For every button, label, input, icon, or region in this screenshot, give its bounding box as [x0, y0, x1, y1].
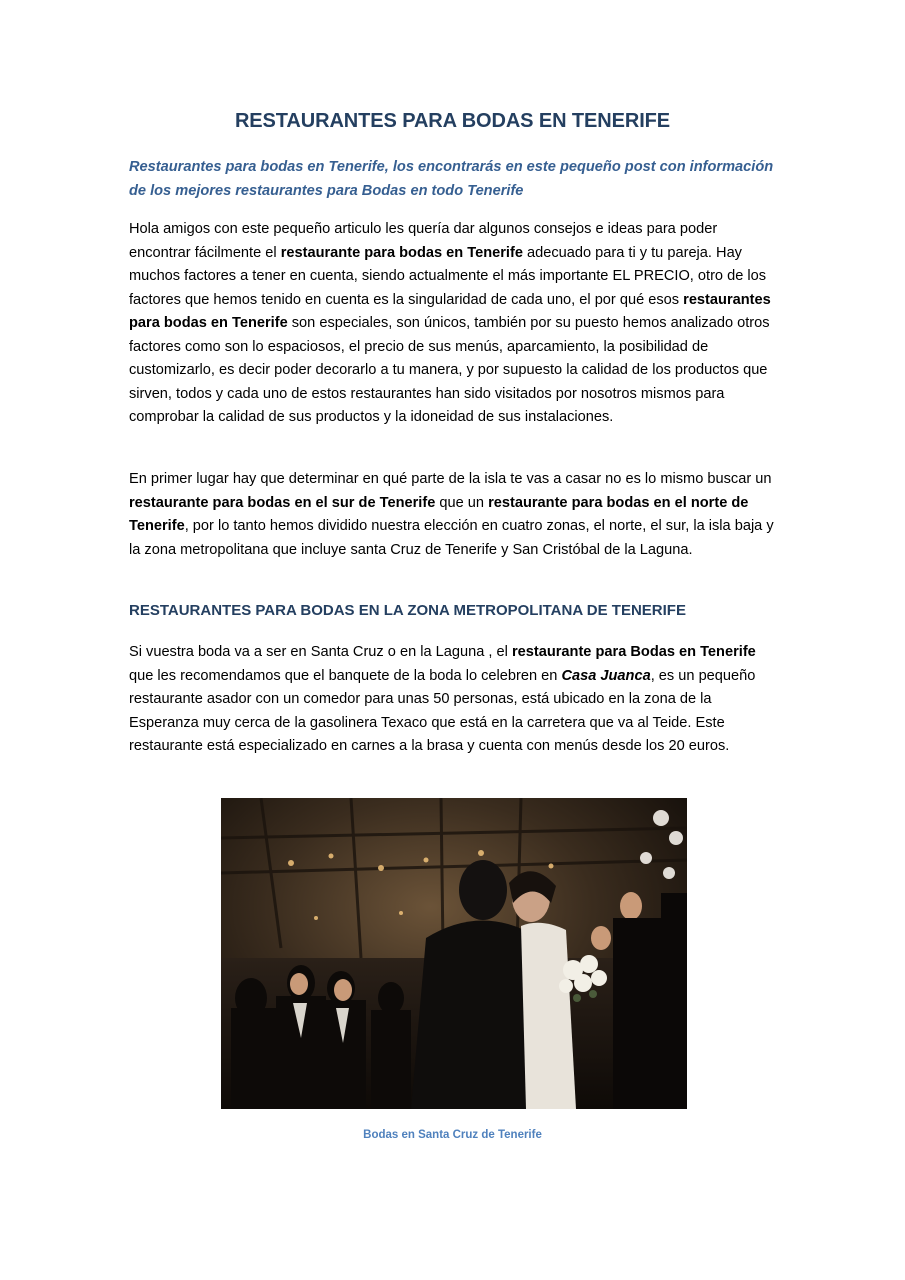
paragraph-text: que un — [435, 494, 489, 511]
paragraph-text: son especiales, son únicos, también por su puesto hemos analizado otros factores como son lo espaciosos, el precio de sus menús, aparcamiento, la posibilidad de customizarlo, es decir poder decorarlo a tu manera, y por supuesto la calidad de los productos que sirven, todos y cada uno de estos restaurantes han sido visitados por nosotros mismos para comprobar la calidad de sus productos y la idoneidad de sus instalaciones. — [129, 315, 770, 425]
bold-keyword: restaurante para bodas en el sur de Tenerife — [129, 494, 436, 511]
document-subtitle: Restaurantes para bodas en Tenerife, los encontrarás en este pequeño post con información de los mejores restaurantes para Bodas en todo Tenerife — [129, 159, 774, 199]
paragraph-text: En primer lugar hay que determinar en qué parte de la isla te vas a casar no es lo mismo buscar un — [129, 471, 772, 487]
section-heading: RESTAURANTES PARA BODAS EN LA ZONA METROPOLITANA DE TENERIFE — [129, 602, 686, 619]
paragraph-text: , por lo tanto hemos dividido nuestra elección en cuatro zonas, el norte, el sur, la isla baja y la zona metropolitana que incluye santa Cruz de Tenerife y San Cristóbal de la Laguna. — [129, 518, 774, 558]
bold-keyword: restaurante para bodas en Tenerife — [280, 244, 523, 261]
intro-paragraph — [129, 218, 779, 430]
restaurant-name: Casa Juanca — [561, 667, 651, 684]
bold-keyword: restaurante para Bodas en Tenerife — [511, 644, 756, 660]
wedding-photo — [221, 798, 687, 1109]
paragraph-text: que les recomendamos que el banquete de la boda lo celebren en — [129, 667, 562, 684]
paragraph-text: Si vuestra boda va a ser en Santa Cruz o en la Laguna , el — [129, 644, 512, 660]
bold-keyword: restaurante para bodas en el norte de Tenerife — [129, 494, 749, 534]
document-title: RESTAURANTES PARA BODAS EN TENERIFE — [234, 110, 671, 132]
photo-caption: Bodas en Santa Cruz de Tenerife — [363, 1129, 542, 1141]
bold-keyword: restaurantes para bodas en Tenerife — [129, 291, 771, 331]
paragraph-text: adecuado para ti y tu pareja. Hay muchos factores a tener en cuenta, siendo actualmente el más importante EL PRECIO, otro de los factores que hemos tenido en cuenta es la singularidad de cada uno, el por qué esos — [129, 244, 767, 308]
paragraph-text: Hola amigos con este pequeño articulo les quería dar algunos consejos e ideas para poder encontrar fácilmente el — [129, 221, 718, 261]
zones-paragraph — [129, 468, 779, 562]
paragraph-text: , es un pequeño restaurante asador con un comedor para unas 50 personas, está ubicado en la zona de la Esperanza muy cerca de la gasolinera Texaco que está en la carretera que va al Teide. Este restaurante está especializado en carnes a la brasa y cuenta con menús desde los 20 euros. — [129, 667, 756, 754]
metropolitan-paragraph — [129, 641, 779, 759]
